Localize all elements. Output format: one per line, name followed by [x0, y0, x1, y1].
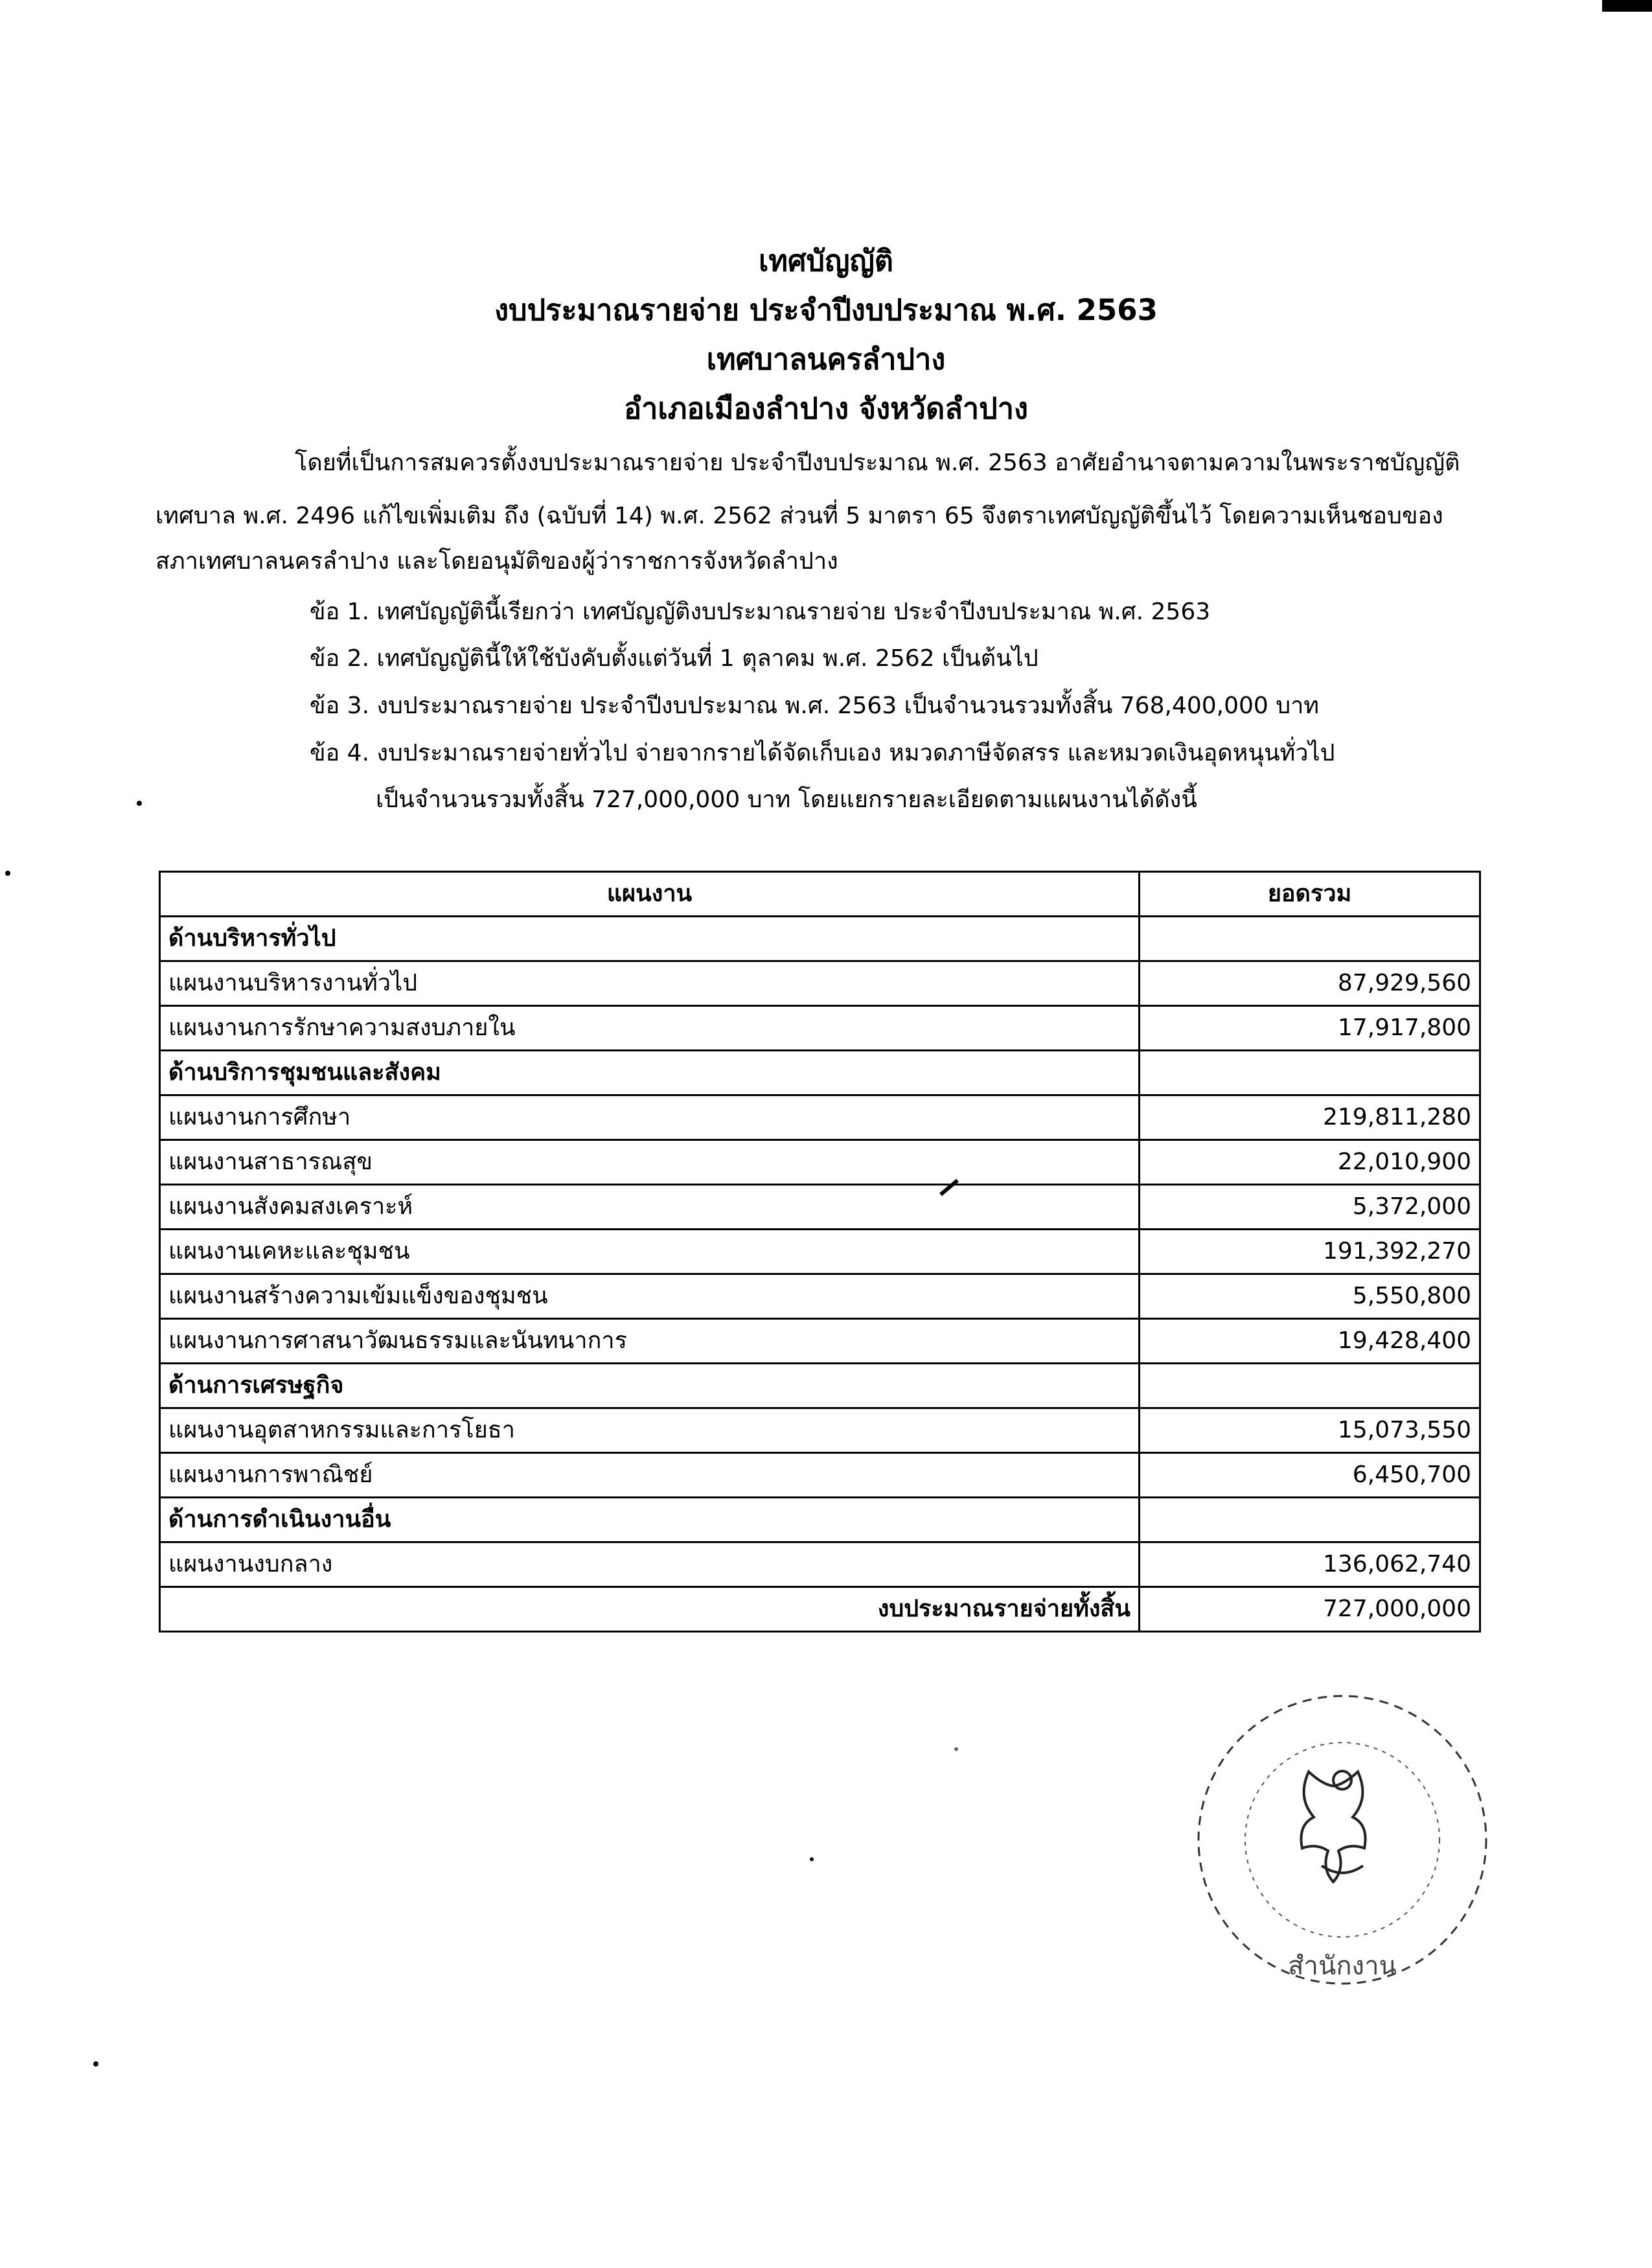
document-header: [0, 236, 1652, 433]
plan-label: แผนงานการศาสนาวัฒนธรรมและนันทนาการ: [160, 1319, 1140, 1364]
plan-label: แผนงานการพาณิชย์: [160, 1453, 1140, 1498]
plan-label: แผนงานสังคมสงเคราะห์: [160, 1185, 1140, 1230]
section-title: ด้านบริการชุมชนและสังคม: [160, 1051, 1140, 1095]
budget-table: [159, 871, 1481, 1632]
plan-amount: 19,428,400: [1140, 1319, 1480, 1364]
section-row: [160, 1498, 1480, 1542]
plan-label: แผนงานการรักษาความสงบภายใน: [160, 1006, 1140, 1051]
clause-2: ข้อ 2. เทศบัญญัตินี้ให้ใช้บังคับตั้งแต่วันที่ 1 ตุลาคม พ.ศ. 2562 เป็นต้นไป: [310, 645, 1038, 672]
table-row: [160, 1542, 1480, 1587]
plan-amount: 6,450,700: [1140, 1453, 1480, 1498]
section-row: [160, 1051, 1480, 1095]
table-row: [160, 1319, 1480, 1364]
clause-4-continued: เป็นจำนวนรวมทั้งสิ้น 727,000,000 บาท โดยแยกรายละเอียดตามแผนงานได้ดังนี้: [376, 786, 1197, 813]
preamble-line-2: เทศบาล พ.ศ. 2496 แก้ไขเพิ่มเติม ถึง (ฉบับที่ 14) พ.ศ. 2562 ส่วนที่ 5 มาตรา 65 จึงตราเทศบัญญัติขึ้นไว้ โดยความเห็นชอบของ: [155, 503, 1443, 529]
plan-label: แผนงานเคหะและชุมชน: [160, 1230, 1140, 1274]
garuda-emblem-icon: [1301, 1771, 1365, 1882]
table-row: [160, 961, 1480, 1006]
total-row: [160, 1587, 1480, 1632]
title-municipality: เทศบาลนครลำปาง: [706, 342, 946, 376]
table-row: [160, 1274, 1480, 1319]
plan-amount: 15,073,550: [1140, 1408, 1480, 1453]
plan-amount: 17,917,800: [1140, 1006, 1480, 1051]
section-title: ด้านบริหารทั่วไป: [160, 917, 1140, 961]
table-row: [160, 1408, 1480, 1453]
preamble-line-3: สภาเทศบาลนครลำปาง และโดยอนุมัติของผู้ว่าราชการจังหวัดลำปาง: [155, 548, 838, 575]
plan-amount: 219,811,280: [1140, 1095, 1480, 1140]
title-budget: งบประมาณรายจ่าย ประจำปีงบประมาณ พ.ศ. 2563: [494, 293, 1158, 327]
plan-amount: 87,929,560: [1140, 961, 1480, 1006]
clause-4: ข้อ 4. งบประมาณรายจ่ายทั่วไป จ่ายจากรายได้จัดเก็บเอง หมวดภาษีจัดสรร และหมวดเงินอุดหนุนทั่วไป: [310, 740, 1335, 766]
plan-label: แผนงานสร้างความเข้มแข็งของชุมชน: [160, 1274, 1140, 1319]
table-row: [160, 1185, 1480, 1230]
plan-label: แผนงานอุตสาหกรรมและการโยธา: [160, 1408, 1140, 1453]
seal-text: สำนักงาน: [1288, 1951, 1397, 1981]
preamble-line-1: โดยที่เป็นการสมควรตั้งงบประมาณรายจ่าย ประจำปีงบประมาณ พ.ศ. 2563 อาศัยอำนาจตามความในพระราชบัญญัติ: [295, 450, 1460, 476]
scan-speck: [5, 871, 10, 876]
column-header-total: ยอดรวม: [1140, 872, 1480, 917]
plan-amount: 136,062,740: [1140, 1542, 1480, 1587]
clause-3: ข้อ 3. งบประมาณรายจ่าย ประจำปีงบประมาณ พ.ศ. 2563 เป็นจำนวนรวมทั้งสิ้น 768,400,000 บาท: [310, 693, 1320, 719]
title-ordinance: เทศบัญญัติ: [758, 244, 894, 278]
plan-amount: 5,372,000: [1140, 1185, 1480, 1230]
corner-mark: [1602, 0, 1652, 12]
total-label: งบประมาณรายจ่ายทั้งสิ้น: [160, 1587, 1140, 1632]
scan-speck: [954, 1747, 958, 1751]
table-row: [160, 1006, 1480, 1051]
section-title: ด้านการดำเนินงานอื่น: [160, 1498, 1140, 1542]
section-title: ด้านการเศรษฐกิจ: [160, 1364, 1140, 1408]
section-row: [160, 1364, 1480, 1408]
plan-label: แผนงานสาธารณสุข: [160, 1140, 1140, 1185]
plan-label: แผนงานงบกลาง: [160, 1542, 1140, 1587]
plan-amount: 22,010,900: [1140, 1140, 1480, 1185]
table-row: [160, 1453, 1480, 1498]
table-header-row: [160, 872, 1480, 917]
official-seal: [1199, 1696, 1486, 1984]
clause-1: ข้อ 1. เทศบัญญัตินี้เรียกว่า เทศบัญญัติงบประมาณรายจ่าย ประจำปีงบประมาณ พ.ศ. 2563: [310, 599, 1211, 625]
plan-label: แผนงานบริหารงานทั่วไป: [160, 961, 1140, 1006]
table-row: [160, 1095, 1480, 1140]
table-row: [160, 1230, 1480, 1274]
section-row: [160, 917, 1480, 961]
title-district: อำเภอเมืองลำปาง จังหวัดลำปาง: [624, 391, 1028, 426]
plan-label: แผนงานการศึกษา: [160, 1095, 1140, 1140]
total-amount: 727,000,000: [1140, 1587, 1480, 1632]
plan-amount: 191,392,270: [1140, 1230, 1480, 1274]
plan-amount: 5,550,800: [1140, 1274, 1480, 1319]
scan-speck: [810, 1857, 814, 1861]
table-row: [160, 1140, 1480, 1185]
scan-speck: [137, 801, 142, 806]
scan-speck: [93, 2061, 98, 2067]
column-header-plan: แผนงาน: [160, 872, 1140, 917]
